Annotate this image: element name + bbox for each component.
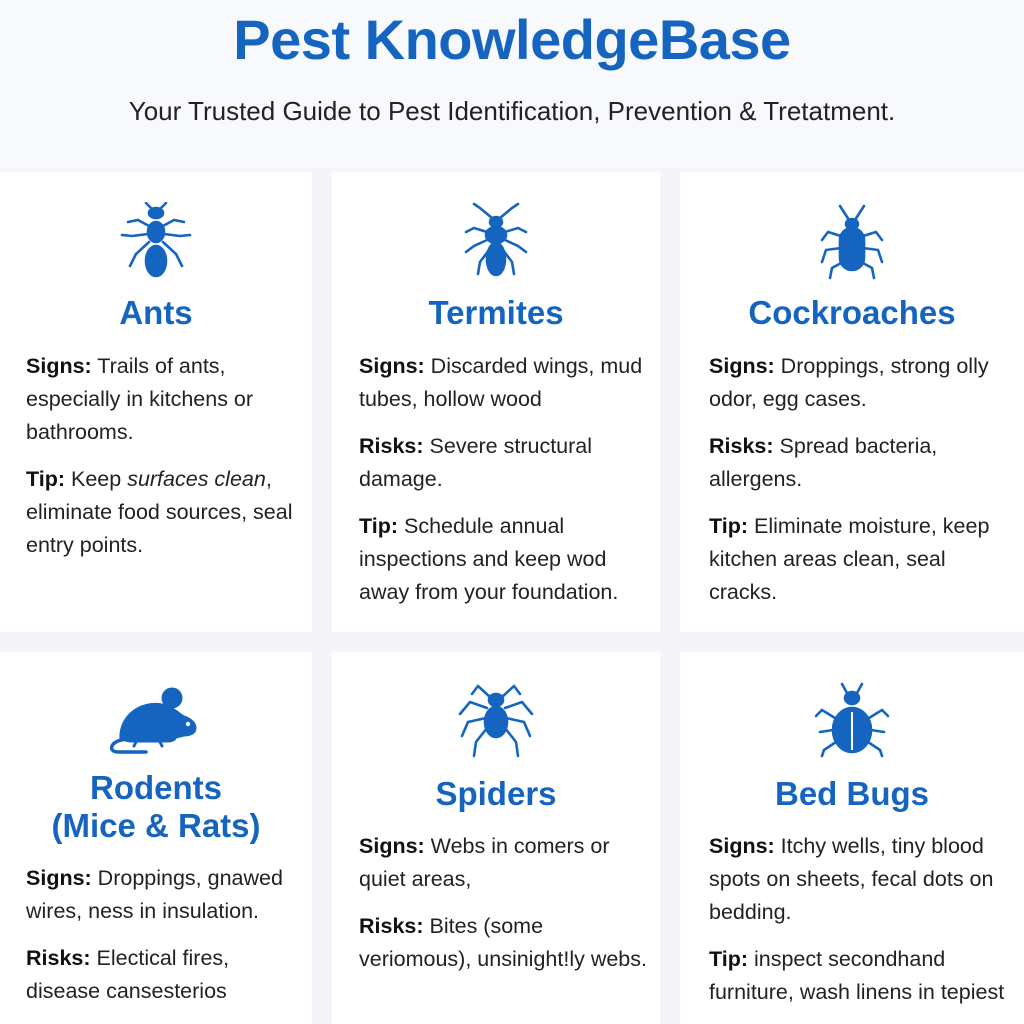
spider-icon: [456, 680, 536, 760]
pest-name-line1: Rodents: [90, 769, 222, 806]
tip-text: Tip: Keep surfaces clean, eliminate food sources, seal entry points.: [26, 467, 293, 557]
pest-name-line2: (Mice & Rats): [51, 807, 261, 844]
risks-label: Risks:: [709, 434, 774, 458]
mouse-icon: [106, 682, 206, 762]
signs-text: Signs: Itchy wells, tiny blood spots on sheets, fecal dots on bedding.: [709, 834, 994, 924]
risks-text: Risks: Severe structural damage.: [359, 434, 593, 491]
signs-text: Signs: Droppings, gnawed wires, ness in insulation.: [26, 866, 283, 923]
tip-text: Tip: Schedule annual inspections and keep wod away from your foundation.: [359, 514, 619, 604]
risks-label: Risks:: [359, 914, 424, 938]
risks-text: Risks: Bites (some veriomous), unsinight!ly webs.: [359, 914, 647, 971]
pest-details: [709, 830, 1009, 1023]
tip-label: Tip:: [26, 467, 66, 491]
pest-card-spiders: [332, 652, 660, 1024]
pest-details: [709, 350, 1015, 623]
signs-label: Signs:: [26, 866, 92, 890]
pest-name: [0, 769, 312, 845]
signs-label: Signs:: [359, 354, 425, 378]
risks-label: Risks:: [26, 946, 91, 970]
pest-name: Cockroaches: [748, 294, 956, 331]
tip-label: Tip:: [359, 514, 399, 538]
signs-text: Signs: Trails of ants, especially in kitchens or bathrooms.: [26, 354, 254, 444]
tip-label: Tip:: [709, 514, 749, 538]
bed-bug-icon: [812, 680, 892, 760]
pest-card-ants: [0, 172, 312, 632]
risks-text: Risks: Electical fires, disease cansesterios: [26, 946, 230, 1003]
header: [0, 0, 1024, 168]
pest-details: [359, 350, 655, 623]
pest-card-termites: [332, 172, 660, 632]
pest-name: Ants: [119, 294, 193, 331]
pest-name: Bed Bugs: [774, 775, 929, 812]
pest-card-bed-bugs: [680, 652, 1024, 1024]
termite-icon: [456, 202, 536, 282]
signs-label: Signs:: [26, 354, 92, 378]
page-title: Pest KnowledgeBase: [233, 8, 791, 71]
signs-text: Signs: Discarded wings, mud tubes, hollow wood: [359, 354, 643, 411]
signs-label: Signs:: [709, 354, 775, 378]
page-subtitle: Your Trusted Guide to Pest Identification, Prevention & Tretatment.: [128, 96, 896, 126]
tip-text: Tip: inspect secondhand furniture, wash linens in tepiest: [709, 947, 1005, 1004]
risks-text: Risks: Spread bacteria, allergens.: [709, 434, 938, 491]
signs-text: Signs: Droppings, strong olly odor, egg cases.: [709, 354, 989, 411]
tip-label: Tip:: [709, 947, 749, 971]
pest-details: [359, 830, 649, 990]
pest-details: [26, 862, 298, 1022]
pest-name: Termites: [428, 294, 564, 331]
signs-label: Signs:: [359, 834, 425, 858]
cockroach-icon: [812, 202, 892, 282]
signs-text: Signs: Webs in comers or quiet areas,: [359, 834, 610, 891]
pest-details: [26, 350, 298, 576]
risks-label: Risks:: [359, 434, 424, 458]
pest-card-rodents: [0, 652, 312, 1024]
tip-text: Tip: Eliminate moisture, keep kitchen areas clean, seal cracks.: [709, 514, 990, 604]
signs-label: Signs:: [709, 834, 775, 858]
pest-card-cockroaches: [680, 172, 1024, 632]
pest-name: Spiders: [435, 775, 557, 812]
ant-icon: [116, 202, 196, 282]
